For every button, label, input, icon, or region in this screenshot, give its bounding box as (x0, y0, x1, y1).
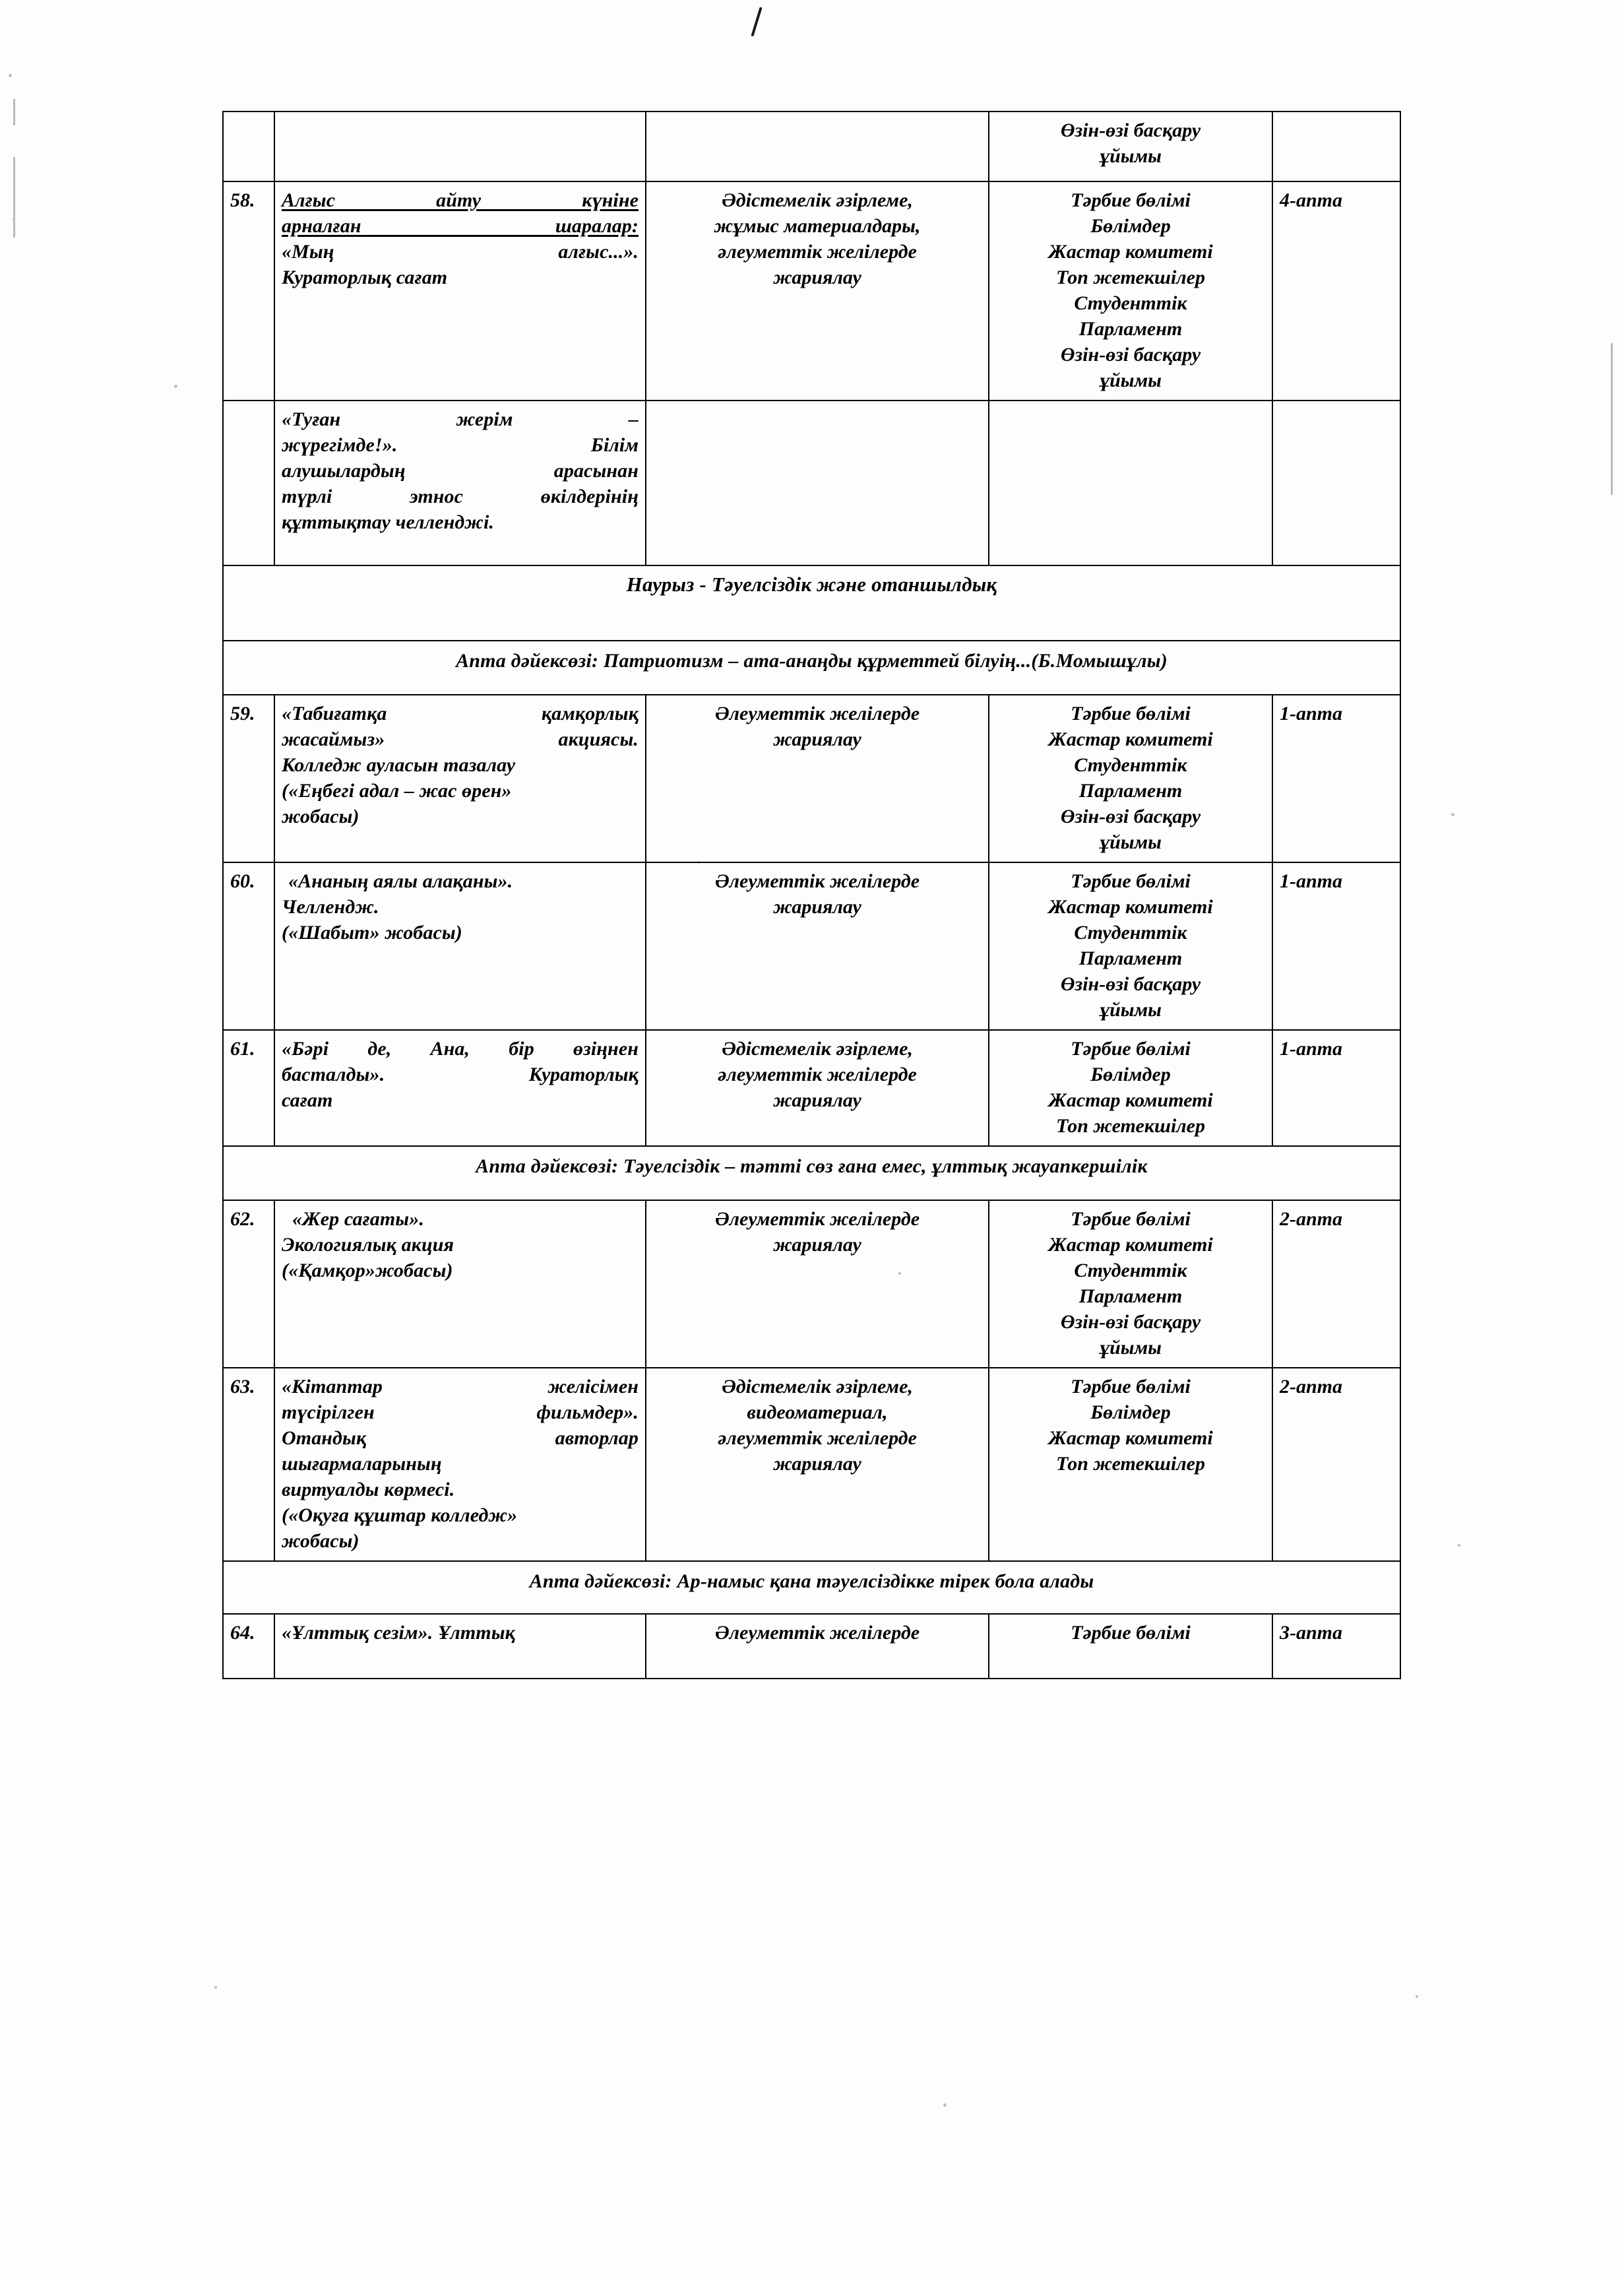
responsible-line: Студенттік (1074, 754, 1187, 776)
activity-line: «Ананың аялы алақаны». (288, 870, 513, 892)
cell-responsible (989, 1614, 1272, 1679)
activity-line: «Ұлттық сезім». Ұлттық (282, 1622, 515, 1644)
cell-responsible (989, 695, 1272, 862)
responsible-line: ұйымы (1100, 1337, 1162, 1359)
cell-responsible (989, 181, 1272, 401)
activity-line: жүрегімде!». Білім (282, 434, 639, 456)
activity-line: сағат (282, 1089, 333, 1111)
responsible-line: Тәрбие бөлімі (1071, 870, 1191, 892)
cell-activity (274, 1368, 646, 1561)
responsible-line: Тәрбие бөлімі (1071, 189, 1191, 211)
week-quote-banner: Апта дәйексөзі: Тәуелсіздік – тәтті сөз ғана емес, ұлттық жауапкершілік (223, 1146, 1400, 1200)
responsible-line: Бөлімдер (1090, 1401, 1171, 1423)
responsible-line: Студенттік (1074, 1260, 1187, 1281)
responsible-line: Топ жетекшілер (1055, 1453, 1205, 1475)
cell-responsible (989, 1030, 1272, 1146)
responsible-line: Тәрбие бөлімі (1071, 703, 1191, 724)
cell-method (646, 1368, 989, 1561)
responsible-line: Топ жетекшілер (1055, 1115, 1205, 1137)
method-line: Әлеуметтік желілерде (714, 1208, 920, 1230)
cell-week: 3-апта (1272, 1614, 1400, 1679)
cell-activity (274, 1030, 646, 1146)
responsible-line: Жастар комитеті (1048, 241, 1213, 263)
activity-line: түрлі этнос өкілдерінің (282, 486, 639, 507)
responsible-line: Өзін-өзі басқару (1060, 1311, 1201, 1333)
activity-line: Челлендж. (282, 896, 379, 918)
responsible-line: Жастар комитеті (1048, 896, 1213, 918)
cell-activity (274, 862, 646, 1030)
cell-week: 4-апта (1272, 181, 1400, 401)
responsible-line: Топ жетекшілер (1055, 267, 1205, 288)
method-line: жариялау (773, 267, 861, 288)
activity-line: «Табиғатқа қамқорлық (282, 703, 639, 724)
cell-week: 1-апта (1272, 862, 1400, 1030)
table-row (223, 1368, 1400, 1561)
cell-number: 62. (223, 1200, 274, 1368)
responsible-line: Тәрбие бөлімі (1071, 1376, 1191, 1397)
table-row (223, 1030, 1400, 1146)
week-quote-banner: Апта дәйексөзі: Ар-намыс қана тәуелсіздікке тірек бола алады (223, 1561, 1400, 1614)
activity-line: виртуалды көрмесі. (282, 1479, 455, 1500)
method-line: Әлеуметтік желілерде (714, 703, 920, 724)
responsible-line: Парламент (1078, 318, 1183, 340)
cell-activity (274, 401, 646, 565)
responsible-line: Тәрбие бөлімі (1071, 1038, 1191, 1060)
table-row (223, 695, 1400, 862)
responsible-line: Өзін-өзі басқару (1060, 806, 1201, 827)
activity-line: Отандық авторлар (282, 1427, 639, 1449)
scan-speck (1451, 813, 1454, 816)
scan-edge-tick (13, 99, 15, 125)
cell-responsible (989, 401, 1272, 565)
responsible-line: Тәрбие бөлімі (1071, 1208, 1191, 1230)
method-line: Әлеуметтік желілерде (714, 1622, 920, 1644)
table-row (223, 1200, 1400, 1368)
activity-line: түсірілген фильмдер». (282, 1401, 639, 1423)
activity-line: жобасы) (282, 1530, 359, 1552)
cell-method (646, 112, 989, 181)
cell-activity (274, 1200, 646, 1368)
scan-speck (214, 1986, 217, 1989)
method-line: жариялау (773, 728, 861, 750)
responsible-line: Бөлімдер (1090, 215, 1171, 237)
activity-line: Кураторлық сағат (282, 267, 448, 288)
method-line: жариялау (773, 1234, 861, 1256)
activity-line: («Оқуға құштар колледж» (282, 1504, 518, 1526)
cell-method (646, 181, 989, 401)
activity-line: («Қамқор»жобасы) (282, 1260, 453, 1281)
work-plan-table (222, 111, 1401, 1679)
table-row-quote-banner (223, 1146, 1400, 1200)
activity-line: жасаймыз» акциясы. (282, 728, 639, 750)
method-line: әлеуметтік желілерде (718, 1064, 917, 1085)
cell-number: 60. (223, 862, 274, 1030)
method-line: видеоматериал, (747, 1401, 888, 1423)
method-line: Әдістемелік әзірлеме, (722, 189, 913, 211)
responsible-line: ұйымы (1100, 145, 1162, 167)
responsible-line: Өзін-өзі басқару (1060, 973, 1201, 995)
cell-method (646, 401, 989, 565)
table-row-quote-banner (223, 1561, 1400, 1614)
activity-line: құттықтау челленджі. (282, 511, 495, 533)
cell-week (1272, 112, 1400, 181)
responsible-line: Жастар комитеті (1048, 1427, 1213, 1449)
activity-line: алушылардың арасынан (282, 460, 639, 482)
scan-edge-tick (13, 157, 15, 238)
cell-activity (274, 1614, 646, 1679)
cell-week (1272, 401, 1400, 565)
scan-speck (174, 385, 177, 388)
cell-method (646, 695, 989, 862)
cell-responsible (989, 1200, 1272, 1368)
cell-number (223, 401, 274, 565)
activity-line: «Кітаптар желісімен (282, 1376, 639, 1397)
cell-number: 64. (223, 1614, 274, 1679)
table-row-quote-banner (223, 641, 1400, 695)
cell-week: 2-апта (1272, 1200, 1400, 1368)
responsible-line: Өзін-өзі басқару (1060, 344, 1201, 366)
cell-activity (274, 112, 646, 181)
activity-line: «Туған жерім – (282, 408, 639, 430)
activity-line: («Шабыт» жобасы) (282, 922, 462, 944)
responsible-line: Парламент (1078, 1285, 1183, 1307)
cell-responsible (989, 112, 1272, 181)
cell-week: 2-апта (1272, 1368, 1400, 1561)
activity-underlined-line: Алғыс айту күніне (282, 189, 639, 211)
activity-line: «Бәрі де, Ана, бір өзіңнен (282, 1038, 639, 1060)
activity-line: басталды». Кураторлық (282, 1064, 639, 1085)
responsible-line: ұйымы (1100, 999, 1162, 1021)
method-line: әлеуметтік желілерде (718, 1427, 917, 1449)
scan-speck (943, 2103, 947, 2107)
responsible-line: ұйымы (1100, 369, 1162, 391)
month-banner: Наурыз - Тәуелсіздік және отаншылдық (223, 565, 1400, 641)
method-line: әлеуметтік желілерде (718, 241, 917, 263)
method-line: Әлеуметтік желілерде (714, 870, 920, 892)
cell-activity (274, 695, 646, 862)
table-row-continuation (223, 112, 1400, 181)
method-line: жұмыс материалдары, (714, 215, 921, 237)
table-row (223, 181, 1400, 401)
method-line: жариялау (773, 1089, 861, 1111)
scan-speck (1458, 1544, 1460, 1547)
week-quote-banner: Апта дәйексөзі: Патриотизм – ата-анаңды құрметтей білуің...(Б.Момышұлы) (223, 641, 1400, 695)
activity-line: жобасы) (282, 806, 359, 827)
responsible-line: Бөлімдер (1090, 1064, 1171, 1085)
responsible-line: ұйымы (1100, 831, 1162, 853)
scan-speck (1416, 1995, 1418, 1998)
cell-week: 1-апта (1272, 695, 1400, 862)
table-row-month-banner (223, 565, 1400, 641)
responsible-line: Парламент (1078, 947, 1183, 969)
responsible-line: Жастар комитеті (1048, 728, 1213, 750)
cell-method (646, 1030, 989, 1146)
activity-line: Колледж ауласын тазалау (282, 754, 516, 776)
method-line: жариялау (773, 1453, 861, 1475)
activity-line: Экологиялық акция (282, 1234, 454, 1256)
responsible-line: Парламент (1078, 780, 1183, 802)
responsible-line: Өзін-өзі басқару (1060, 119, 1201, 141)
cell-week: 1-апта (1272, 1030, 1400, 1146)
activity-line: шығармаларының (282, 1453, 442, 1475)
scan-speck (9, 74, 12, 77)
responsible-line: Жастар комитеті (1048, 1089, 1213, 1111)
cell-number: 58. (223, 181, 274, 401)
responsible-line: Тәрбие бөлімі (1071, 1622, 1191, 1644)
scan-edge-tick (1611, 343, 1613, 495)
cell-method (646, 862, 989, 1030)
cell-responsible (989, 1368, 1272, 1561)
cell-number: 59. (223, 695, 274, 862)
responsible-line: Жастар комитеті (1048, 1234, 1213, 1256)
activity-line: «Мың алғыс...». (282, 241, 639, 263)
cell-activity (274, 181, 646, 401)
table-row (223, 862, 1400, 1030)
cell-number (223, 112, 274, 181)
scan-stray-mark (751, 7, 762, 36)
activity-line: («Еңбегі адал – жас өрен» (282, 780, 512, 802)
cell-method (646, 1200, 989, 1368)
responsible-line: Студенттік (1074, 922, 1187, 944)
method-line: Әдістемелік әзірлеме, (722, 1038, 913, 1060)
method-line: Әдістемелік әзірлеме, (722, 1376, 913, 1397)
method-line: жариялау (773, 896, 861, 918)
responsible-line: Студенттік (1074, 292, 1187, 314)
cell-method (646, 1614, 989, 1679)
table-row (223, 1614, 1400, 1679)
table-row-58-continued (223, 401, 1400, 565)
cell-number: 63. (223, 1368, 274, 1561)
cell-number: 61. (223, 1030, 274, 1146)
cell-responsible (989, 862, 1272, 1030)
activity-line: «Жер сағаты». (292, 1208, 424, 1230)
activity-underlined-line: арналған шаралар: (282, 215, 639, 237)
